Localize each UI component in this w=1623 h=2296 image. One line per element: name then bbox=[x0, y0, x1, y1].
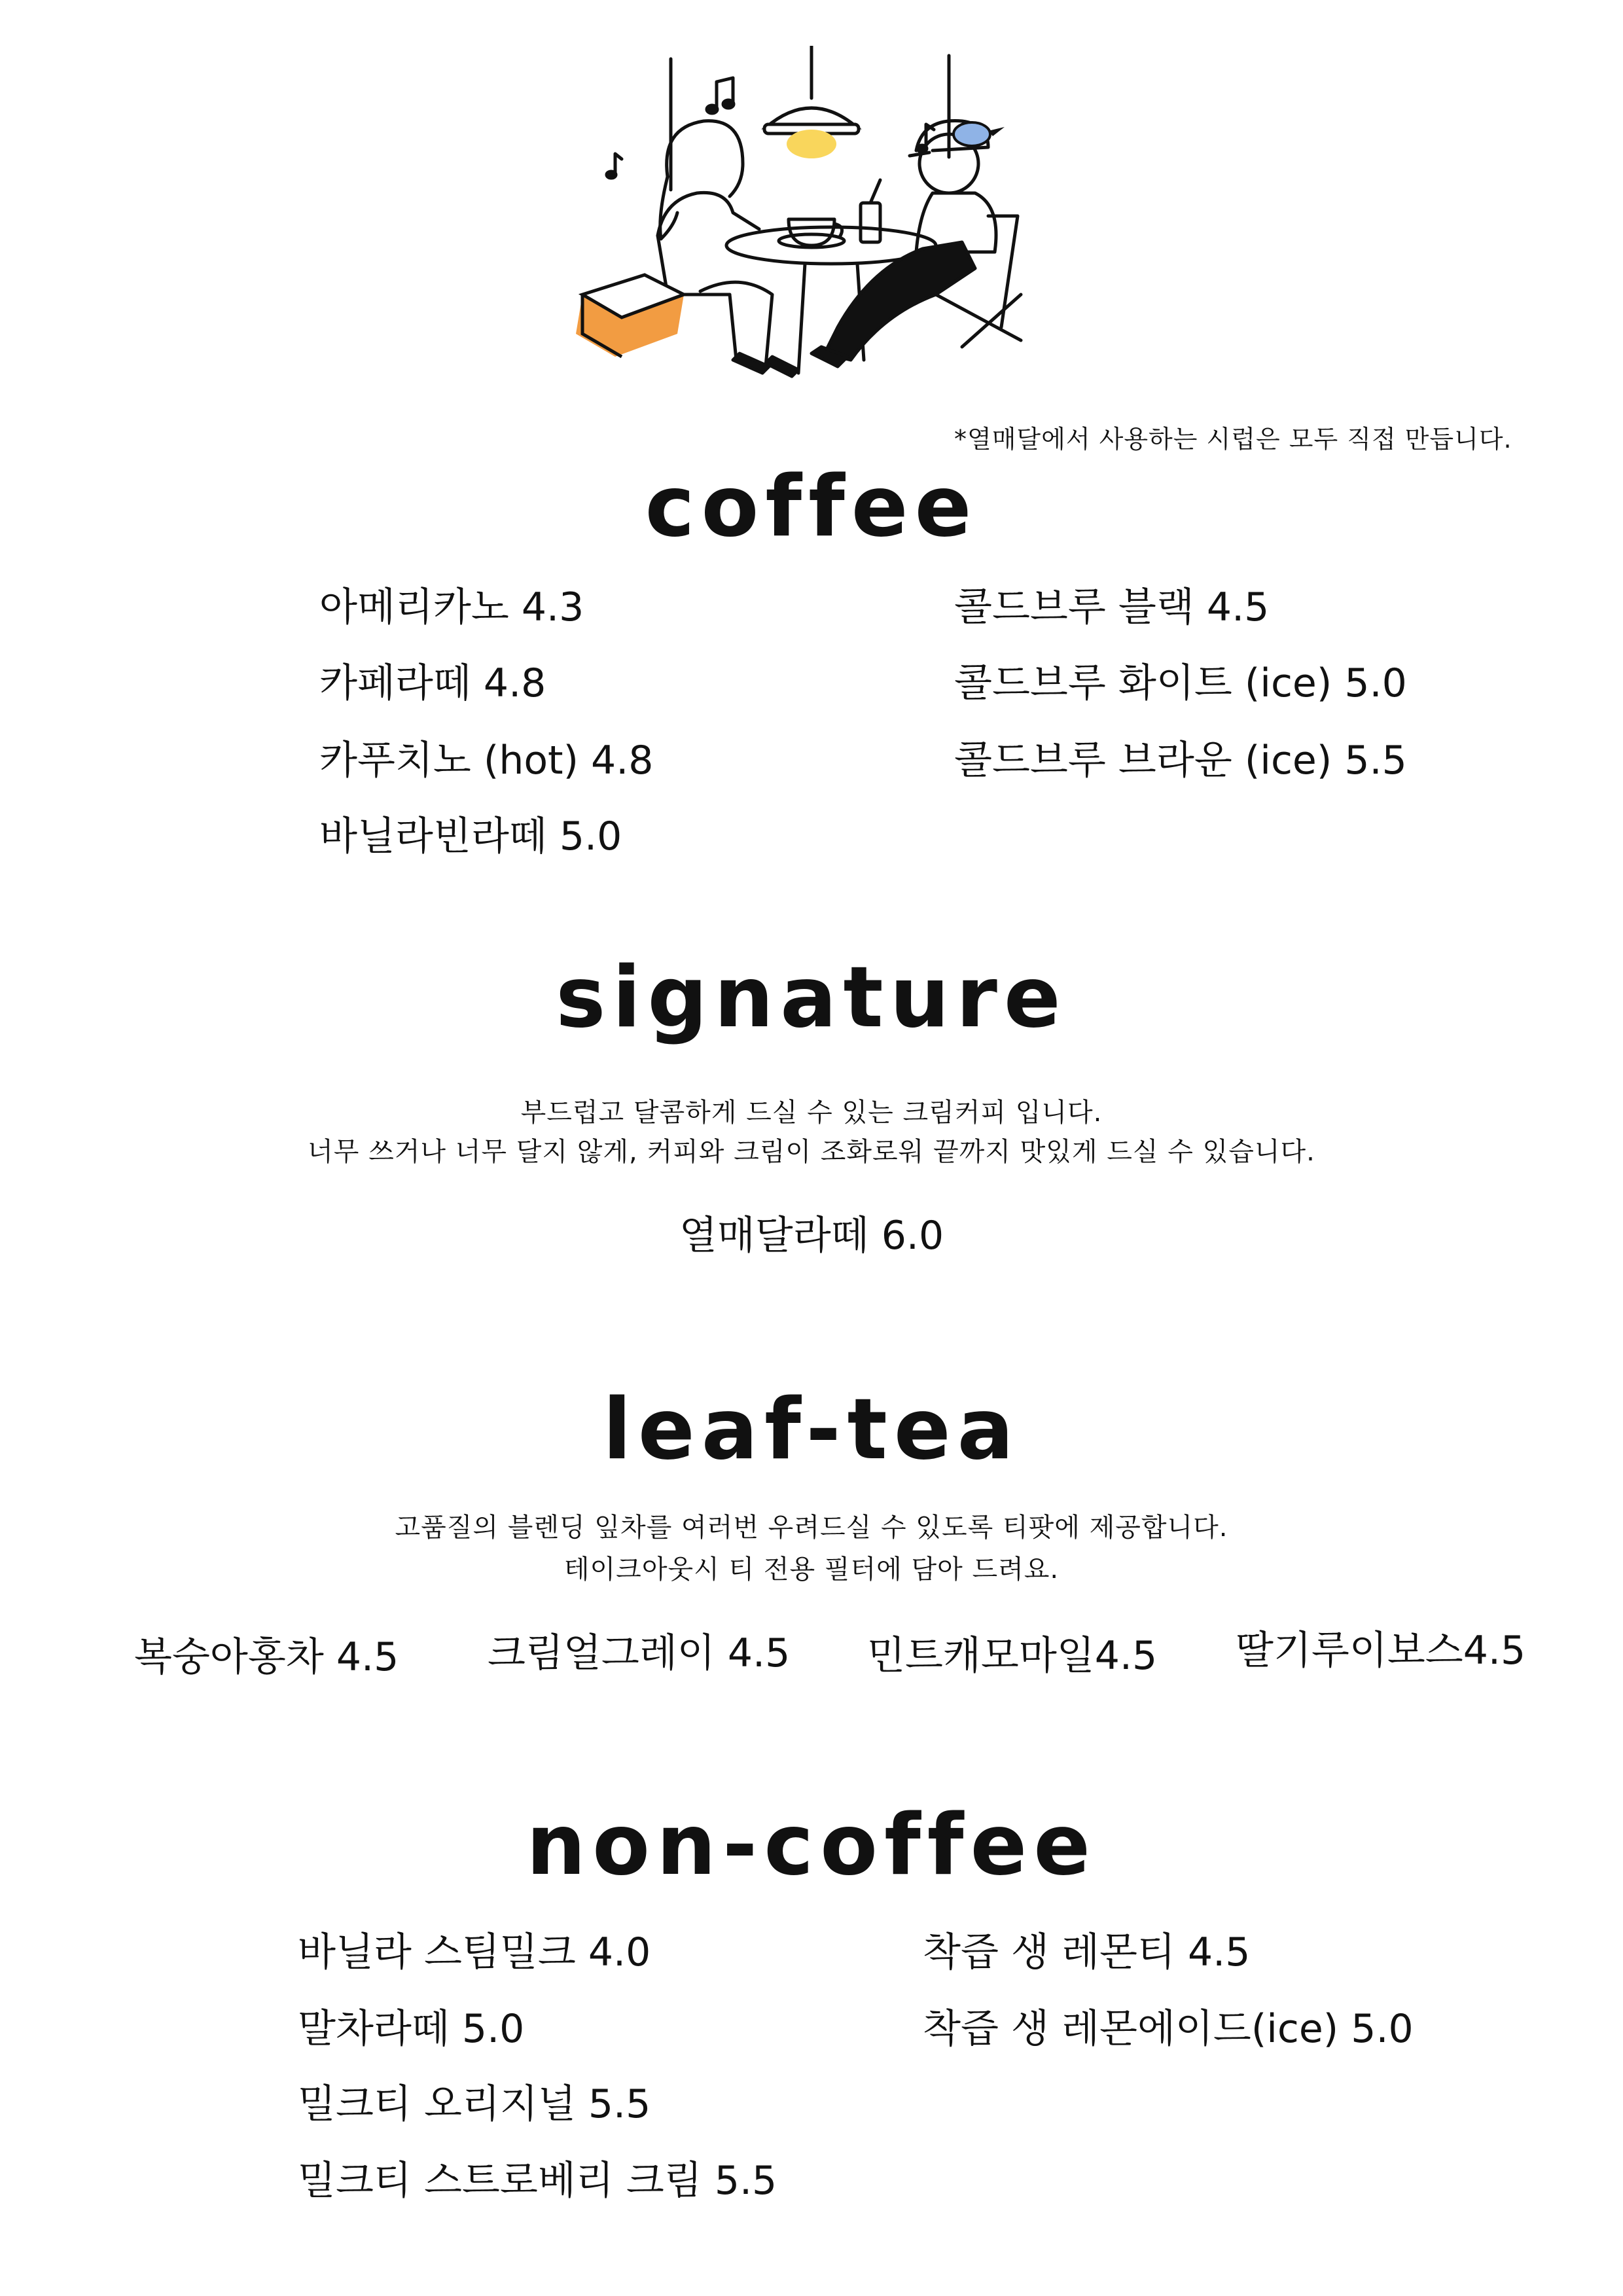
coffee-item: 콜드브루 브라운 (ice) 5.5 bbox=[954, 738, 1407, 783]
non-coffee-item: 바닐라 스팀밀크 4.0 bbox=[298, 1929, 651, 1975]
coffee-section-title: coffee bbox=[645, 458, 978, 556]
coffee-item: 바닐라빈라떼 5.0 bbox=[319, 814, 622, 859]
leaf-tea-description-line: 테이크아웃시 티 전용 필터에 담아 드려요. bbox=[563, 1554, 1060, 1585]
leaf-tea-item: 민트캐모마일4.5 bbox=[867, 1633, 1158, 1679]
non-coffee-item: 착즙 생 레몬에이드(ice) 5.0 bbox=[923, 2006, 1414, 2052]
non-coffee-item: 밀크티 스트로베리 크림 5.5 bbox=[298, 2158, 777, 2204]
non-coffee-item: 말차라떼 5.0 bbox=[298, 2006, 525, 2052]
non-coffee-item: 밀크티 오리지널 5.5 bbox=[298, 2081, 651, 2127]
leaf-tea-description-line: 고품질의 블렌딩 잎차를 여러번 우려드실 수 있도록 티팟에 제공합니다. bbox=[395, 1513, 1228, 1543]
non-coffee-item: 착즙 생 레몬티 4.5 bbox=[923, 1929, 1251, 1975]
non-coffee-section-title: non-coffee bbox=[526, 1797, 1097, 1894]
signature-item: 열매달라떼 6.0 bbox=[679, 1213, 944, 1259]
signature-description-line: 너무 쓰거나 너무 달지 않게, 커피와 크림이 조화로워 끝까지 맛있게 드실 수 있습니다. bbox=[308, 1137, 1315, 1167]
coffee-item: 카푸치노 (hot) 4.8 bbox=[319, 738, 654, 783]
cafe-couple-illustration bbox=[569, 46, 1054, 393]
signature-description-line: 부드럽고 달콤하게 드실 수 있는 크림커피 입니다. bbox=[520, 1098, 1103, 1128]
coffee-item: 콜드브루 블랙 4.5 bbox=[954, 584, 1270, 630]
leaf-tea-section-title: leaf-tea bbox=[603, 1381, 1020, 1479]
leaf-tea-item: 크림얼그레이 4.5 bbox=[488, 1630, 791, 1676]
coffee-item: 콜드브루 화이트 (ice) 5.0 bbox=[954, 660, 1407, 706]
leaf-tea-item: 딸기루이보스4.5 bbox=[1236, 1628, 1526, 1674]
syrup-note: *열매달에서 사용하는 시럽은 모두 직접 만듭니다. bbox=[954, 425, 1512, 454]
signature-section-title: signature bbox=[556, 949, 1067, 1047]
coffee-item: 아메리카노 4.3 bbox=[319, 584, 584, 630]
coffee-item: 카페라떼 4.8 bbox=[319, 660, 546, 706]
leaf-tea-item: 복숭아홍차 4.5 bbox=[134, 1634, 399, 1680]
